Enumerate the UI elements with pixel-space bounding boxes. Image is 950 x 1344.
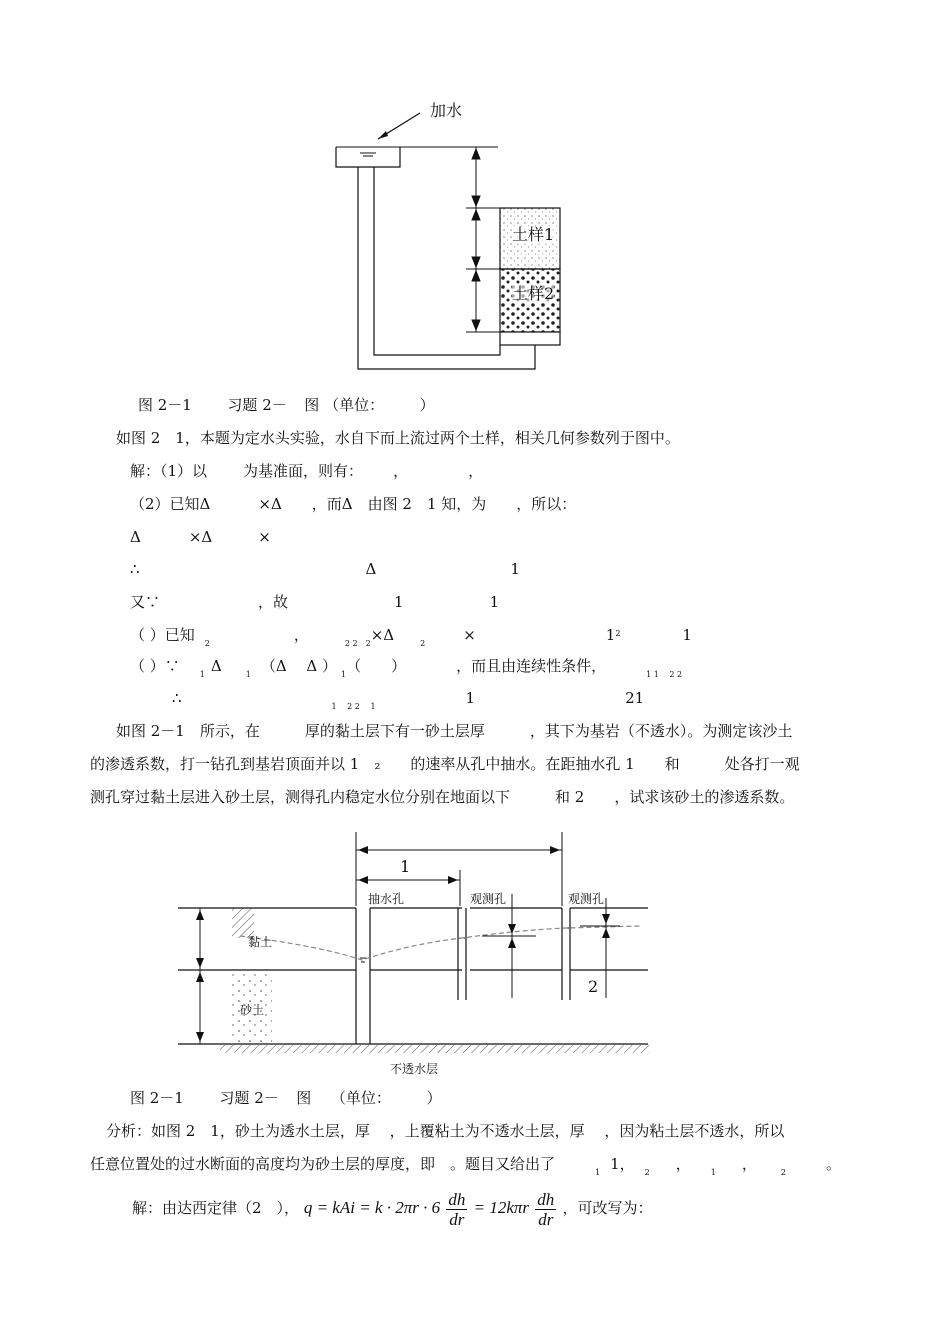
soil-sample-2-label: 土样2 [512, 284, 555, 303]
layer-2-label: 2 [588, 977, 599, 996]
fraction-dh-dr-2: $\frac{dh}{dr}$ [537, 1189, 555, 1229]
therefore-line: ∴ Δ 1 [130, 560, 520, 578]
water-table-curve [240, 926, 640, 960]
pump-well-label: 抽水孔 [368, 892, 405, 906]
problem-2-line-2: 的渗透系数，打一钻孔到基岩顶面并以 1 ₂ 的速率从孔中抽水。在距抽水孔 1 和 处各打一观 [90, 755, 800, 773]
therefore-line-2: ∴ $_{1 2 2 1}$ 1 21 [172, 689, 645, 711]
solution-step-2-formula: Δ ×Δ × [130, 528, 271, 546]
bedrock-hatch [220, 1045, 650, 1053]
figure-1-caption: 图 2－1 习题 2－ 图 （单位： ） [138, 396, 435, 414]
clay-label: 黏土 [248, 935, 273, 949]
water-tank [336, 147, 400, 167]
fraction-dh-dr-1: $\frac{dh}{dr}$ [448, 1189, 466, 1229]
sand-label: 砂土 [240, 1003, 265, 1017]
solution-step-1: 解：（1）以 为基准面，则有： ， ， [130, 462, 484, 480]
impermeable-layer-label: 不透水层 [390, 1062, 439, 1076]
figure-2-diagram [170, 828, 660, 1083]
solution-step-2: （2）已知Δ ×Δ ，而Δ 由图 2 1 知，为 ，所以： [130, 495, 577, 513]
figure-2-caption: 图 2－1 习题 2－ 图 （单位： ） [130, 1089, 442, 1107]
column-base [500, 332, 560, 345]
observation-well-1-label: 观测孔 [470, 892, 507, 906]
solution-step-3: （ ）已知 $_2$ ， $_{2 2 2}$×Δ $_2 \times 1^2$ 1 [130, 626, 692, 648]
add-water-label: 加水 [430, 101, 463, 120]
problem-2-line-1: 如图 2－1 所示，在 厚的黏土层下有一砂土层厚 ，其下为基岩（不透水）。为测定该沙土 [116, 722, 793, 740]
analysis-line-2: 任意位置处的过水断面的高度均为砂土层的厚度，即 。题目又给出了 $_1$ 1， $_2$ ， $_1$ ， $_2$ 。 [90, 1155, 841, 1177]
observation-well-2-label: 观测孔 [568, 892, 605, 906]
because-line: 又∵ ，故 1 1 [130, 593, 500, 611]
distance-label: 1 [400, 857, 411, 876]
solution-step-4: （ ）∵ $_1$ Δ $_1$ （Δ Δ ） $_1$（ ） ，而且由连续性条件， $_{1 1 2 2}$ [130, 657, 683, 679]
soil-sample-1-label: 土样1 [512, 225, 555, 244]
darcy-solution-line: 解：由达西定律（2 ）， q = kAi = k · 2πr · 6 $\frac{dh}{dr}$ = 12kπr $\frac{dh}{dr}$ ，可改写为： [132, 1189, 653, 1229]
problem-2-line-3: 测孔穿过黏土层进入砂土层，测得孔内稳定水位分别在地面以下 和 2 ，试求该砂土的渗透系数。 [90, 788, 795, 806]
paragraph-intro: 如图 2 1，本题为定水头实验，水自下而上流过两个土样，相关几何参数列于图中。 [116, 429, 680, 447]
analysis-line-1: 分析：如图 2 1，砂土为透水土层，厚 ，上覆粘土为不透水土层，厚 ，因为粘土层不透水，所以 [106, 1122, 785, 1140]
darcy-equation: q = kAi = k · 2πr · 6 $\frac{dh}{dr}$ = 12kπr $\frac{dh}{dr}$ [303, 1189, 555, 1229]
dimension-arrows [472, 147, 480, 332]
